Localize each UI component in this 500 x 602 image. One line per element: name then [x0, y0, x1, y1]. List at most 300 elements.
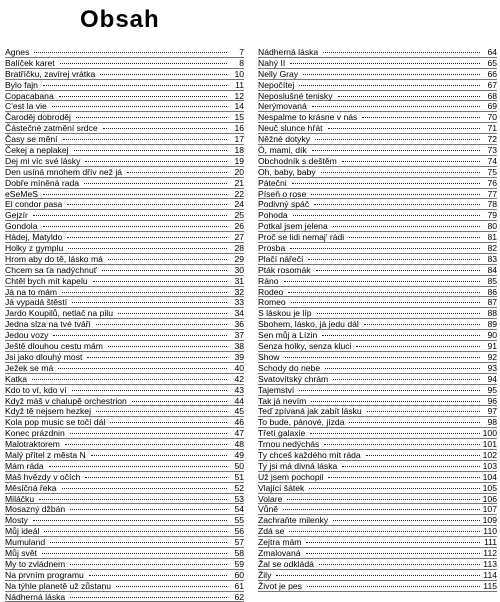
- toc-entry-title: Schody do nebe: [258, 362, 321, 373]
- toc-entry: [258, 352, 497, 363]
- toc-entry-page: 36: [234, 319, 244, 330]
- dot-leader: [306, 553, 480, 554]
- toc-entry: [5, 483, 244, 494]
- toc-entry-page: 78: [487, 199, 497, 210]
- toc-entry-page: 7: [239, 47, 244, 57]
- toc-entry: [5, 232, 244, 243]
- dot-leader: [319, 564, 480, 565]
- dot-leader: [39, 499, 227, 500]
- toc-entry: [5, 287, 244, 298]
- toc-entry: [5, 112, 244, 123]
- dot-leader: [85, 161, 227, 162]
- toc-entry-title: Zejtra mám: [258, 537, 302, 548]
- toc-entry-page: 52: [234, 482, 244, 493]
- dot-leader: [72, 390, 227, 391]
- toc-entry: [258, 101, 497, 112]
- dot-leader: [309, 488, 479, 489]
- dot-leader: [32, 379, 227, 380]
- toc-entry-title: Už jsem pochopil: [258, 471, 324, 482]
- toc-entry-page: 43: [234, 384, 244, 395]
- dot-leader: [349, 422, 480, 423]
- dot-leader: [67, 237, 227, 238]
- toc-entry-title: Plačí nářečí: [258, 253, 304, 264]
- toc-entry-title: Romeo: [258, 297, 286, 308]
- toc-entry-title: S láskou je líp: [258, 308, 312, 319]
- toc-entry-title: Den usíná mnohem dřív než já: [5, 166, 123, 177]
- toc-entry-title: Agnes: [5, 47, 30, 57]
- toc-entry-page: 61: [234, 580, 244, 591]
- toc-entry-title: Mám ráda: [5, 460, 44, 471]
- dot-leader: [132, 401, 227, 402]
- toc-entry-title: Chtěl bych mít kapelu: [5, 275, 88, 286]
- toc-entry-title: Zdá se: [258, 526, 285, 537]
- toc-entry: [258, 243, 497, 254]
- toc-entry-page: 111: [483, 537, 497, 548]
- toc-entry: [258, 189, 497, 200]
- dot-leader: [364, 324, 480, 325]
- toc-entry: [5, 297, 244, 308]
- toc-entry-page: 22: [234, 188, 244, 199]
- toc-entry: [5, 69, 244, 80]
- toc-entry-title: Pták rosomák: [258, 264, 311, 275]
- toc-entry-title: Dobře míněná rada: [5, 177, 80, 188]
- toc-entry-page: 96: [487, 395, 497, 406]
- toc-entry-title: Na týhle planetě už zůstanu: [5, 580, 112, 591]
- toc-entry-page: 112: [483, 547, 497, 558]
- dot-leader: [311, 194, 480, 195]
- toc-entry: [258, 515, 497, 526]
- toc-right-column: [258, 47, 497, 592]
- toc-entry-title: Sen můj a Lízin: [258, 330, 318, 341]
- dot-leader: [63, 139, 227, 140]
- toc-entry-title: Malý přítel z města N: [5, 449, 86, 460]
- dot-leader: [116, 586, 227, 587]
- toc-entry-page: 75: [487, 166, 497, 177]
- toc-entry-page: 115: [483, 580, 497, 591]
- toc-entry: [5, 80, 244, 91]
- toc-entry-title: Obchodník s deštěm: [258, 155, 337, 166]
- toc-entry: [258, 494, 497, 505]
- toc-entry-title: Sbohem, lásko, já jedu dál: [258, 319, 359, 330]
- toc-entry: [5, 308, 244, 319]
- toc-entry-page: 74: [487, 155, 497, 166]
- dot-leader: [62, 488, 227, 489]
- toc-entry-title: My to zvládnem: [5, 558, 66, 569]
- toc-entry-title: Něžné dotyky: [258, 134, 311, 145]
- toc-entry: [258, 199, 497, 210]
- toc-entry-page: 21: [234, 177, 244, 188]
- toc-entry-page: 28: [234, 243, 244, 254]
- dot-leader: [89, 575, 227, 576]
- toc-entry-title: Miláčku: [5, 493, 35, 504]
- dot-leader: [33, 520, 227, 521]
- toc-entry-title: To bude, pánové, jízda: [258, 417, 345, 428]
- toc-entry-page: 93: [487, 362, 497, 373]
- toc-entry-page: 114: [483, 569, 497, 580]
- toc-entry-title: Čaroděj dobroděj: [5, 112, 71, 123]
- toc-entry-title: Hádej, Matyldo: [5, 232, 63, 243]
- toc-entry-page: 70: [487, 112, 497, 123]
- toc-entry-page: 64: [487, 47, 497, 57]
- toc-entry-title: Jsi jako dlouhý most: [5, 351, 83, 362]
- toc-entry-page: 12: [234, 90, 244, 101]
- toc-entry-page: 102: [482, 449, 497, 460]
- toc-entry-title: Oh, baby, baby: [258, 166, 316, 177]
- toc-entry-title: Měsíčná řeka: [5, 482, 57, 493]
- toc-entry-page: 26: [234, 221, 244, 232]
- toc-entry-page: 58: [234, 547, 244, 558]
- dot-leader: [328, 128, 481, 129]
- toc-entry-page: 66: [487, 68, 497, 79]
- toc-entry: [258, 232, 497, 243]
- toc-entry: [258, 428, 497, 439]
- toc-entry: [5, 189, 244, 200]
- dot-leader: [118, 313, 227, 314]
- toc-entry-page: 29: [234, 253, 244, 264]
- toc-entry: [5, 526, 244, 537]
- dot-leader: [108, 346, 227, 347]
- dot-leader: [65, 444, 227, 445]
- dot-leader: [76, 117, 227, 118]
- toc-entry: [258, 210, 497, 221]
- toc-entry-title: Nádherná láska: [5, 591, 66, 602]
- toc-entry-page: 89: [487, 319, 497, 330]
- toc-entry: [5, 406, 244, 417]
- dot-leader: [127, 172, 227, 173]
- toc-entry-page: 40: [234, 362, 244, 373]
- toc-entry: [5, 592, 244, 602]
- toc-entry-title: Nespalme to krásne v nás: [258, 112, 358, 123]
- toc-entry: [5, 101, 244, 112]
- dot-leader: [323, 52, 480, 53]
- toc-entry: [5, 396, 244, 407]
- dot-leader: [315, 139, 480, 140]
- toc-entry-page: 107: [482, 504, 497, 515]
- toc-entry-title: Ó, mami, dík: [258, 145, 307, 156]
- toc-entry-title: Hrom aby do tě, lásko má: [5, 253, 103, 264]
- toc-entry-title: Rodeo: [258, 286, 284, 297]
- toc-entry-title: Dej mi víc své lásky: [5, 155, 81, 166]
- dot-leader: [84, 183, 227, 184]
- dot-leader: [44, 531, 227, 532]
- toc-entry: [5, 91, 244, 102]
- dot-leader: [87, 357, 227, 358]
- dot-leader: [276, 575, 480, 576]
- toc-entry: [258, 145, 497, 156]
- toc-entry-title: Pohoda: [258, 210, 288, 221]
- toc-entry-title: Zmalovaná: [258, 547, 301, 558]
- toc-entry-title: Konec prázdnin: [5, 428, 65, 439]
- toc-entry: [258, 134, 497, 145]
- toc-entry-title: C'est la vie: [5, 101, 47, 112]
- dot-leader: [310, 433, 479, 434]
- toc-entry: [5, 581, 244, 592]
- toc-entry-page: 88: [487, 308, 497, 319]
- toc-entry-page: 83: [487, 253, 497, 264]
- dot-leader: [292, 183, 480, 184]
- toc-entry-page: 71: [487, 123, 497, 134]
- dot-leader: [50, 542, 227, 543]
- toc-entry-page: 90: [487, 330, 497, 341]
- dot-leader: [43, 194, 227, 195]
- dot-leader: [52, 106, 227, 107]
- dot-leader: [70, 509, 227, 510]
- dot-leader: [317, 313, 480, 314]
- toc-entry: [5, 439, 244, 450]
- dot-leader: [85, 477, 227, 478]
- toc-entry-title: Ráno: [258, 275, 279, 286]
- toc-entry-title: Tak já nevím: [258, 395, 307, 406]
- toc-entry: [5, 428, 244, 439]
- toc-entry: [258, 178, 497, 189]
- toc-entry-page: 20: [234, 166, 244, 177]
- toc-entry-title: Jedna slza na tvé tváři: [5, 319, 91, 330]
- toc-entry: [258, 537, 497, 548]
- toc-entry-title: Časy se mění: [5, 134, 58, 145]
- toc-entry-page: 72: [487, 134, 497, 145]
- dot-leader: [290, 63, 480, 64]
- toc-entry-page: 98: [487, 417, 497, 428]
- toc-entry-title: Svatovítský chrám: [258, 373, 329, 384]
- toc-entry-page: 10: [234, 68, 244, 79]
- dot-leader: [70, 433, 227, 434]
- toc-entry: [258, 297, 497, 308]
- toc-entry-page: 11: [235, 79, 244, 90]
- toc-entry: [5, 243, 244, 254]
- toc-entry: [258, 570, 497, 581]
- toc-entry: [258, 341, 497, 352]
- toc-entry-title: Píseň o rose: [258, 188, 307, 199]
- toc-entry-title: Částečné zatmění srdce: [5, 123, 98, 134]
- dot-leader: [285, 357, 481, 358]
- dot-leader: [43, 226, 228, 227]
- toc-entry-page: 95: [487, 384, 497, 395]
- toc-entry-page: 85: [487, 275, 497, 286]
- dot-leader: [102, 270, 227, 271]
- toc-entry-title: Jardo Koupilů, netlač na pilu: [5, 308, 113, 319]
- toc-entry-title: Nahý II: [258, 57, 286, 68]
- toc-entry: [5, 504, 244, 515]
- toc-entry-page: 106: [482, 493, 497, 504]
- toc-entry: [5, 450, 244, 461]
- dot-leader: [338, 96, 480, 97]
- dot-leader: [72, 302, 227, 303]
- toc-entry-title: Vůně: [258, 504, 279, 515]
- toc-entry: [5, 374, 244, 385]
- toc-entry-page: 25: [234, 210, 244, 221]
- toc-entry-title: Já vypadá štěstí: [5, 297, 68, 308]
- toc-entry-page: 15: [234, 112, 244, 123]
- toc-entry: [258, 483, 497, 494]
- dot-leader: [58, 368, 227, 369]
- toc-entry-page: 33: [234, 297, 244, 308]
- toc-entry: [258, 80, 497, 91]
- toc-entry-page: 105: [482, 482, 497, 493]
- toc-entry: [5, 58, 244, 69]
- toc-entry: [258, 581, 497, 592]
- toc-entry: [5, 145, 244, 156]
- dot-leader: [108, 259, 227, 260]
- dot-leader: [34, 52, 227, 53]
- dot-leader: [284, 281, 480, 282]
- toc-entry-title: Když máš v chalupě orchestrion: [5, 395, 127, 406]
- toc-entry-page: 32: [234, 286, 244, 297]
- toc-entry-title: Proč se lidi nemaj' rádi: [258, 232, 345, 243]
- toc-entry: [258, 112, 497, 123]
- dot-leader: [342, 161, 480, 162]
- dot-leader: [307, 586, 480, 587]
- toc-entry-page: 60: [234, 569, 244, 580]
- toc-entry: [5, 548, 244, 559]
- dot-leader: [91, 455, 227, 456]
- toc-entry-title: Mosazný džbán: [5, 504, 66, 515]
- toc-entry-title: Holky z gymplu: [5, 243, 64, 254]
- toc-entry-title: Potkal jsem jelena: [258, 221, 328, 232]
- toc-entry-title: Nerýmovaná: [258, 101, 307, 112]
- toc-entry-page: 59: [234, 558, 244, 569]
- dot-leader: [96, 411, 227, 412]
- toc-entry-title: Copacabana: [5, 90, 54, 101]
- toc-entry: [258, 265, 497, 276]
- toc-entry-title: Jedou vozy: [5, 330, 49, 341]
- toc-entry-title: Čekej a neplakej: [5, 145, 69, 156]
- dot-leader: [308, 259, 480, 260]
- toc-entry-title: Teď zpívaná jak zabít lásku: [258, 406, 362, 417]
- toc-entry: [258, 374, 497, 385]
- toc-entry: [5, 156, 244, 167]
- toc-entry: [258, 526, 497, 537]
- toc-entry: [258, 363, 497, 374]
- toc-entry: [5, 472, 244, 483]
- toc-entry: [5, 47, 244, 58]
- toc-entry: [258, 319, 497, 330]
- dot-leader: [70, 564, 227, 565]
- dot-leader: [333, 520, 479, 521]
- toc-entry-title: Ježek se má: [5, 362, 54, 373]
- toc-entry-page: 80: [487, 221, 497, 232]
- toc-entry-title: Show: [258, 351, 280, 362]
- dot-leader: [324, 444, 479, 445]
- toc-entry-title: Prosba: [258, 243, 286, 254]
- toc-entry-title: Mumuland: [5, 537, 46, 548]
- toc-entry-page: 54: [234, 504, 244, 515]
- toc-entry-page: 38: [234, 341, 244, 352]
- toc-entry-page: 109: [482, 515, 497, 526]
- toc-entry-page: 18: [234, 145, 244, 156]
- dot-leader: [299, 390, 480, 391]
- toc-entry: [258, 69, 497, 80]
- toc-entry-title: Zachraňte milenky: [258, 515, 329, 526]
- toc-entry-page: 103: [482, 460, 497, 471]
- toc-entry: [258, 276, 497, 287]
- dot-leader: [70, 597, 227, 598]
- toc-entry-page: 91: [487, 341, 497, 352]
- toc-entry-page: 101: [482, 439, 497, 450]
- toc-entry-title: Žily: [258, 569, 272, 580]
- toc-entry-title: Neposlušné tenisky: [258, 90, 333, 101]
- toc-entry-title: Podivný spáč: [258, 199, 310, 210]
- toc-entry-page: 56: [234, 526, 244, 537]
- toc-entry-title: Třetí galaxie: [258, 428, 306, 439]
- toc-entry: [258, 385, 497, 396]
- toc-entry: [5, 385, 244, 396]
- toc-entry: [5, 199, 244, 210]
- dot-leader: [303, 74, 480, 75]
- dot-leader: [287, 499, 479, 500]
- toc-entry-page: 24: [234, 199, 244, 210]
- dot-leader: [321, 172, 480, 173]
- toc-entry-page: 57: [234, 537, 244, 548]
- dot-leader: [299, 85, 480, 86]
- toc-entry: [258, 308, 497, 319]
- toc-entry-page: 39: [234, 351, 244, 362]
- toc-entry-page: 100: [482, 428, 497, 439]
- dot-leader: [291, 302, 480, 303]
- toc-entry-page: 46: [234, 417, 244, 428]
- toc-entry-title: Vlající šátek: [258, 482, 305, 493]
- toc-entry: [5, 515, 244, 526]
- toc-entry-title: Bylo fajn: [5, 79, 38, 90]
- toc-entry: [5, 330, 244, 341]
- toc-entry: [258, 167, 497, 178]
- toc-entry-page: 8: [239, 57, 244, 68]
- toc-entry-page: 86: [487, 286, 497, 297]
- toc-entry-page: 47: [234, 428, 244, 439]
- toc-entry-title: Balíček karet: [5, 57, 55, 68]
- toc-entry-page: 62: [234, 591, 244, 602]
- dot-leader: [366, 455, 480, 456]
- dot-leader: [349, 237, 480, 238]
- toc-entry-page: 65: [487, 57, 497, 68]
- dot-leader: [333, 379, 480, 380]
- toc-entry-page: 113: [483, 558, 497, 569]
- toc-entry-title: Trnou nedýchás: [258, 439, 320, 450]
- toc-entry: [5, 570, 244, 581]
- toc-entry-page: 42: [234, 373, 244, 384]
- toc-entry-title: Chcem sa ťa nadýchnuť: [5, 264, 97, 275]
- dot-leader: [62, 292, 227, 293]
- toc-entry-title: Ty jsi má divná láska: [258, 460, 338, 471]
- dot-leader: [325, 368, 480, 369]
- toc-entry-title: Ještě dlouhou cestu mám: [5, 341, 103, 352]
- dot-leader: [33, 215, 227, 216]
- toc-entry-page: 45: [234, 406, 244, 417]
- toc-entry: [5, 352, 244, 363]
- dot-leader: [60, 63, 227, 64]
- toc-entry-page: 51: [234, 471, 244, 482]
- toc-entry-title: Gejzír: [5, 210, 28, 221]
- toc-entry: [5, 363, 244, 374]
- toc-entry-page: 82: [487, 243, 497, 254]
- toc-entry: [5, 221, 244, 232]
- toc-entry-page: 16: [234, 123, 244, 134]
- toc-entry: [258, 559, 497, 570]
- toc-entry: [258, 287, 497, 298]
- dot-leader: [328, 477, 479, 478]
- toc-entry-title: Žal se odkládá: [258, 558, 314, 569]
- toc-entry: [5, 134, 244, 145]
- dot-leader: [93, 281, 227, 282]
- toc-entry-page: 30: [234, 264, 244, 275]
- toc-entry-title: Život je pes: [258, 580, 302, 591]
- toc-entry: [258, 58, 497, 69]
- toc-entry-page: 27: [234, 232, 244, 243]
- toc-entry-page: 48: [234, 439, 244, 450]
- toc-entry: [258, 156, 497, 167]
- dot-leader: [342, 466, 479, 467]
- toc-entry-title: Neuč slunce hřát: [258, 123, 323, 134]
- dot-leader: [311, 401, 480, 402]
